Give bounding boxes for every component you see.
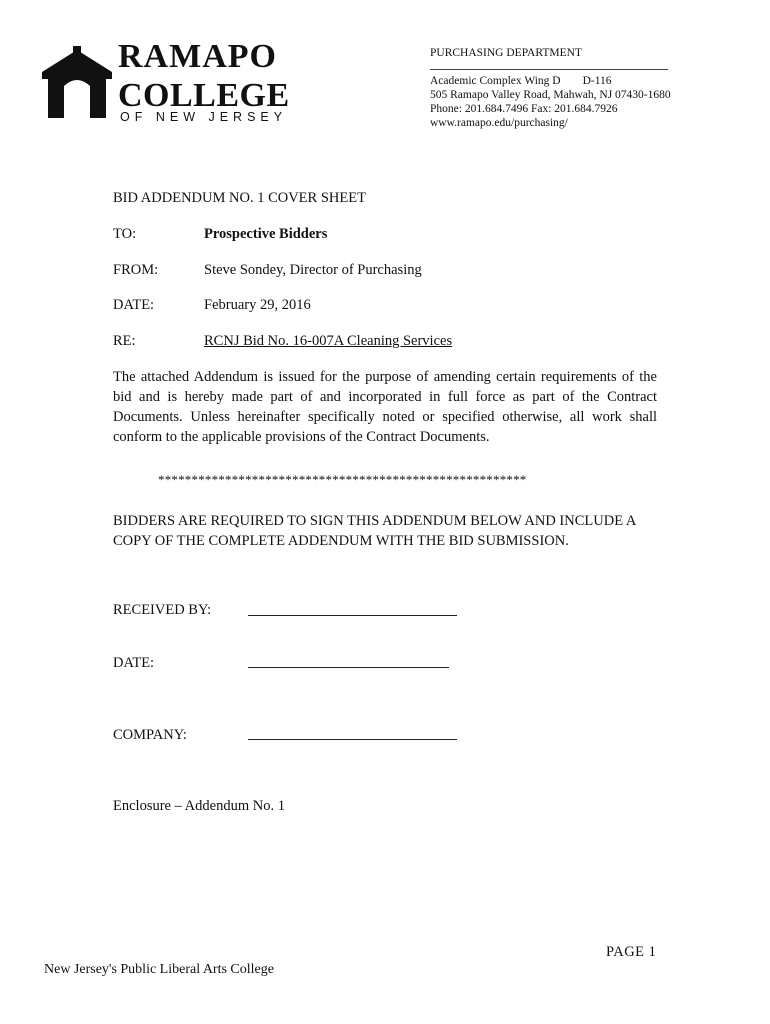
from-value: Steve Sondey, Director of Purchasing <box>204 262 422 278</box>
department-address <box>430 74 671 130</box>
address-room: D-116 <box>582 75 612 87</box>
signature-date-line <box>248 667 449 668</box>
addendum-paragraph: The attached Addendum is issued for the purpose of amending certain requirements of the bid and is hereby made part of and incorporated in full force as part of the Contract Documents. Unless hereinafter specifically noted or specified otherwise, all work shall conform to the applicable provisions of the Contract Documents. <box>113 369 657 445</box>
separator-stars: ******************************************************* <box>158 472 527 487</box>
department-name: PURCHASING DEPARTMENT <box>430 47 582 59</box>
logo-of-new-jersey: OF NEW JERSEY <box>120 110 288 124</box>
enclosure-note: Enclosure – Addendum No. 1 <box>113 798 285 814</box>
address-street: 505 Ramapo Valley Road, Mahwah, NJ 07430-1680 <box>430 89 671 101</box>
website-link[interactable]: www.ramapo.edu/purchasing/ <box>430 117 568 129</box>
re-value: RCNJ Bid No. 16-007A Cleaning Services <box>204 333 453 349</box>
received-by-label: RECEIVED BY: <box>113 602 212 618</box>
to-label: TO: <box>113 226 137 242</box>
date-label: DATE: <box>113 297 155 313</box>
college-arch-logo-icon <box>40 46 114 120</box>
logo-ramapo: RAMAPO <box>118 38 277 75</box>
footer-tagline: New Jersey's Public Liberal Arts College <box>44 962 274 977</box>
received-by-line <box>248 615 457 616</box>
address-building: Academic Complex Wing D <box>430 75 561 87</box>
logo-college: COLLEGE <box>118 77 290 114</box>
document-title: BID ADDENDUM NO. 1 COVER SHEET <box>113 190 366 206</box>
from-label: FROM: <box>113 262 159 278</box>
company-label: COMPANY: <box>113 727 187 743</box>
page-number: PAGE 1 <box>606 944 657 960</box>
re-label: RE: <box>113 333 136 349</box>
to-value: Prospective Bidders <box>204 226 328 242</box>
date-value: February 29, 2016 <box>204 297 311 313</box>
company-line <box>248 739 457 740</box>
phone-fax: Phone: 201.684.7496 Fax: 201.684.7926 <box>430 103 618 115</box>
signing-instruction: BIDDERS ARE REQUIRED TO SIGN THIS ADDENDUM BELOW AND INCLUDE A COPY OF THE COMPLETE ADDENDUM WITH THE BID SUBMISSION. <box>113 513 636 549</box>
header-divider <box>430 69 668 70</box>
signature-date-label: DATE: <box>113 655 155 671</box>
